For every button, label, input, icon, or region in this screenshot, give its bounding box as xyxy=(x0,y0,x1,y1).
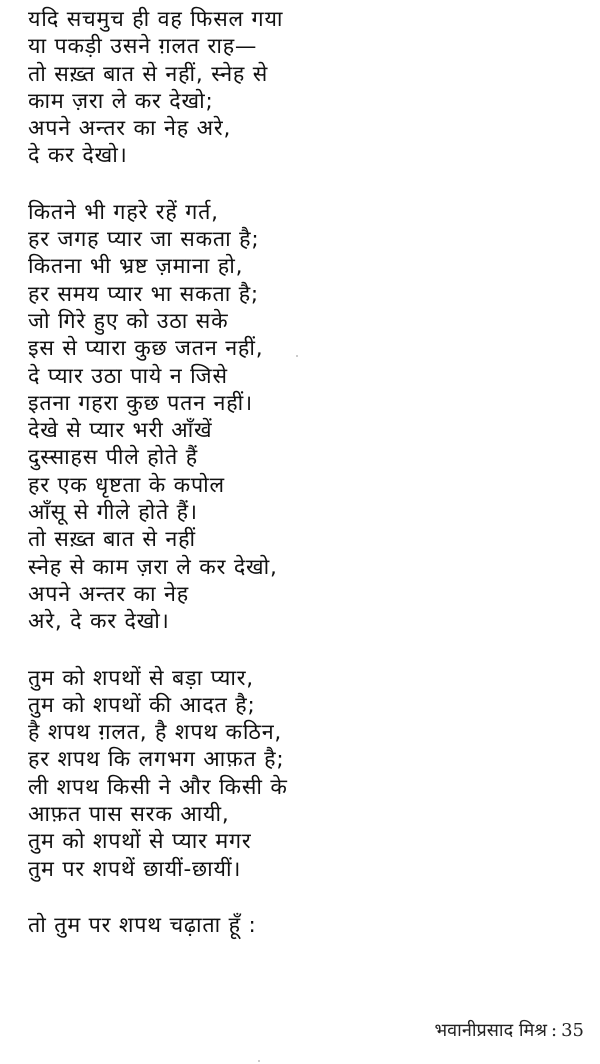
author-name: भवानीप्रसाद मिश्र xyxy=(434,1020,548,1041)
footer-separator: : xyxy=(551,1020,558,1041)
paper-speck xyxy=(296,355,298,357)
poem-line: दुस्साहस पीले होते हैं xyxy=(28,445,198,471)
poem-line: यदि सचमुच ही वह फिसल गया xyxy=(28,7,284,32)
poem-line: ली शपथ किसी ने और किसी के xyxy=(28,774,288,800)
poem-line: देखे से प्यार भरी आँखें xyxy=(28,418,213,444)
poem-line: इस से प्यारा कुछ जतन नहीं, xyxy=(28,336,264,362)
poem-line: आँसू से गीले होते हैं। xyxy=(28,500,198,526)
poem-stanza xyxy=(28,665,588,883)
poem-line: है शपथ ग़लत, है शपथ कठिन, xyxy=(28,720,283,746)
poem-stanza xyxy=(28,912,588,939)
poem-line: दे कर देखो। xyxy=(28,143,128,169)
poem-line: हर जगह प्यार जा सकता है; xyxy=(28,227,260,253)
poem-line: स्नेह से काम ज़रा ले कर देखो, xyxy=(28,554,278,580)
poem-line: जो गिरे हुए को उठा सके xyxy=(28,308,229,334)
poem-line: अपने अन्तर का नेह xyxy=(28,581,189,607)
page-number: 35 xyxy=(561,1020,584,1041)
poem-line: अपने अन्तर का नेह अरे, xyxy=(28,116,232,142)
poem-line: दे प्यार उठा पाये न जिसे xyxy=(28,363,228,389)
poem-line: हर समय प्यार भा सकता है; xyxy=(28,281,259,307)
paper-speck xyxy=(258,1060,260,1062)
poem-line: तो सख़्त बात से नहीं xyxy=(28,527,196,553)
poem-line: अरे, दे कर देखो। xyxy=(28,609,170,635)
poem-body xyxy=(28,6,588,939)
poem-line: तुम को शपथों की आदत है; xyxy=(28,692,256,718)
poem-line: काम ज़रा ले कर देखो; xyxy=(28,88,214,114)
poem-line: कितना भी भ्रष्ट ज़माना हो, xyxy=(28,254,244,280)
poem-line: तो तुम पर शपथ चढ़ाता हूँ : xyxy=(28,912,257,938)
poem-line: आफ़त पास सरक आयी, xyxy=(28,802,230,828)
poem-line: तो सख़्त बात से नहीं, स्नेह से xyxy=(28,61,269,87)
poem-line: तुम को शपथों से प्यार मगर xyxy=(28,829,252,855)
poem-line: या पकड़ी उसने ग़लत राह— xyxy=(28,34,258,60)
poem-stanza xyxy=(28,199,588,636)
poem-line: हर शपथ कि लगभग आफ़त है; xyxy=(28,747,285,773)
poem-line: कितने भी गहरे रहें गर्त, xyxy=(28,199,219,225)
poem-line: हर एक धृष्टता के कपोल xyxy=(28,472,225,498)
page-footer xyxy=(435,1018,584,1044)
poem-line: तुम को शपथों से बड़ा प्यार, xyxy=(28,665,254,691)
poem-line: इतना गहरा कुछ पतन नहीं। xyxy=(28,390,253,416)
poem-line: तुम पर शपथें छायीं-छायीं। xyxy=(28,856,242,882)
poem-stanza xyxy=(28,6,588,170)
